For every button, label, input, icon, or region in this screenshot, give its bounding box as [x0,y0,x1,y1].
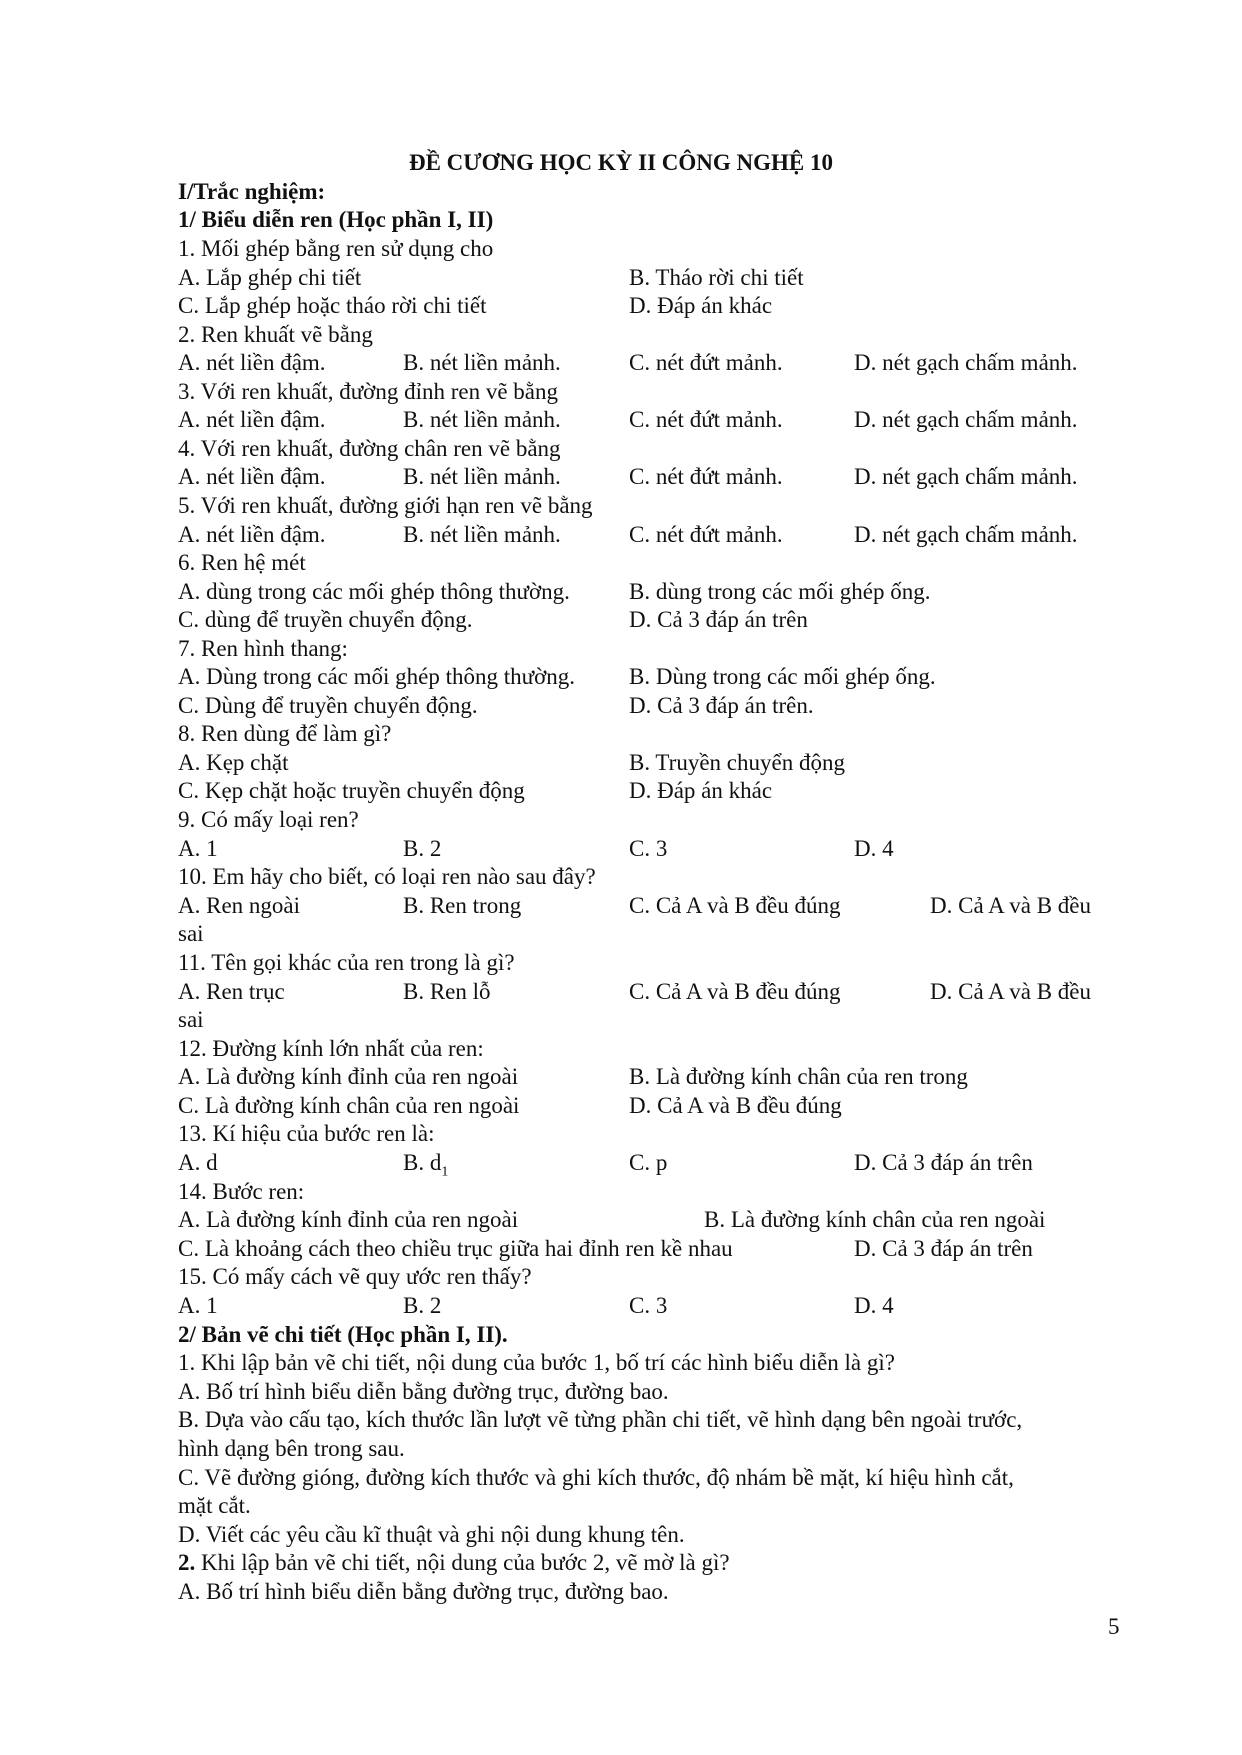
option-c: C. p [629,1150,668,1175]
question-text: 4. Với ren khuất, đường chân ren vẽ bằng [178,436,561,461]
option-d: D. Viết các yêu cầu kĩ thuật và ghi nội dung khung tên. [178,1522,685,1547]
option-a: A. 1 [178,1293,218,1318]
answer-row [178,405,1098,434]
option-b-continuation: hình dạng bên trong sau. [178,1436,405,1461]
option-b: B. dùng trong các mối ghép ống. [629,579,931,604]
option-a: A. dùng trong các mối ghép thông thường. [178,579,570,604]
option-d: D. Cả 3 đáp án trên [629,607,808,632]
option-c-continuation: mặt cắt. [178,1493,251,1518]
option-b: B. Dựa vào cấu tạo, kích thước lần lượt vẽ từng phần chi tiết, vẽ hình dạng bên ngoài trước, [178,1407,1023,1432]
option-d: D. nét gạch chấm mảnh. [854,407,1078,432]
option-b-text: B. d [403,1150,442,1175]
answer-row [178,1148,1098,1180]
question-text: 12. Đường kính lớn nhất của ren: [178,1036,484,1061]
option-a: A. Ren trục [178,979,285,1004]
document-title: ĐỀ CƯƠNG HỌC KỲ II CÔNG NGHỆ 10 [408,150,834,175]
section-heading: 2/ Bản vẽ chi tiết (Học phần I, II). [178,1322,508,1347]
option-c: C. Cả A và B đều đúng [629,979,841,1004]
answer-row [178,1062,1098,1091]
option-b: B. Tháo rời chi tiết [629,265,804,290]
option-c: C. 3 [629,836,668,861]
option-b-subscript: 1 [441,1164,449,1180]
option-d-continuation: sai [178,921,204,946]
question-text: 11. Tên gọi khác của ren trong là gì? [178,950,515,975]
option-a: A. Lắp ghép chi tiết [178,265,362,290]
question-text: 1. Khi lập bản vẽ chi tiết, nội dung của bước 1, bố trí các hình biểu diễn là gì? [178,1350,895,1375]
option-a: A. Bố trí hình biểu diễn bằng đường trục, đường bao. [178,1379,669,1404]
page-number: 5 [1108,1614,1120,1639]
answer-row [178,577,1098,606]
question-text: 5. Với ren khuất, đường giới hạn ren vẽ bằng [178,493,593,518]
question-text [178,1548,730,1577]
option-d: D. Cả A và B đều đúng [629,1093,842,1118]
option-a: A. Là đường kính đỉnh của ren ngoài [178,1064,519,1089]
question-body: Khi lập bản vẽ chi tiết, nội dung của bước 2, vẽ mờ là gì? [195,1550,730,1575]
answer-row [178,977,1118,1006]
option-c: C. nét đứt mảnh. [629,407,783,432]
option-a: A. 1 [178,836,218,861]
option-c: C. Dùng để truyền chuyển động. [178,693,478,718]
option-c: C. 3 [629,1293,668,1318]
question-text: 3. Với ren khuất, đường đỉnh ren vẽ bằng [178,379,559,404]
option-b: B. Là đường kính chân của ren ngoài [704,1207,1046,1232]
answer-row [178,1291,1098,1320]
answer-row [178,462,1098,491]
answer-row [178,1091,1098,1120]
option-d: D. Cả 3 đáp án trên [854,1236,1033,1261]
option-c: C. Cả A và B đều đúng [629,893,841,918]
option-b: B. Ren lỗ [403,979,491,1004]
answer-row [178,691,1098,720]
option-c: C. Kẹp chặt hoặc truyền chuyển động [178,778,525,803]
option-d: D. nét gạch chấm mảnh. [854,350,1078,375]
answer-row [178,520,1098,549]
question-text: 14. Bước ren: [178,1179,305,1204]
option-a: A. Kẹp chặt [178,750,289,775]
option-d: D. Đáp án khác [629,293,773,318]
answer-row [178,1205,1098,1234]
question-text: 13. Kí hiệu của bước ren là: [178,1121,435,1146]
question-text: 9. Có mấy loại ren? [178,807,359,832]
option-c: C. nét đứt mảnh. [629,350,783,375]
option-a: A. Bố trí hình biểu diễn bằng đường trục, đường bao. [178,1579,669,1604]
option-b: B. nét liền mảnh. [403,522,561,547]
option-b [403,1148,448,1187]
option-b: B. 2 [403,1293,442,1318]
answer-row [178,291,1078,320]
option-b: B. 2 [403,836,442,861]
option-d: D. Cả A và B đều [930,893,1091,918]
option-b: B. Truyền chuyển động [629,750,845,775]
answer-row [178,748,1098,777]
question-text: 7. Ren hình thang: [178,636,348,661]
option-c: C. dùng để truyền chuyển động. [178,607,473,632]
option-d: D. nét gạch chấm mảnh. [854,464,1078,489]
option-a: A. Ren ngoài [178,893,301,918]
option-c: C. Là đường kính chân của ren ngoài [178,1093,520,1118]
option-a: A. nét liền đậm. [178,407,326,432]
option-d: D. Cả 3 đáp án trên. [629,693,814,718]
option-c: C. nét đứt mảnh. [629,522,783,547]
question-text: 8. Ren dùng để làm gì? [178,721,392,746]
question-text: 10. Em hãy cho biết, có loại ren nào sau đây? [178,864,596,889]
question-text: 1. Mối ghép bằng ren sử dụng cho [178,236,494,261]
option-a: A. Dùng trong các mối ghép thông thường. [178,664,576,689]
option-c: C. Là khoảng cách theo chiều trục giữa hai đỉnh ren kề nhau [178,1236,733,1261]
option-a: A. d [178,1150,218,1175]
option-c: C. Lắp ghép hoặc tháo rời chi tiết [178,293,487,318]
option-a: A. Là đường kính đỉnh của ren ngoài [178,1207,519,1232]
answer-row [178,348,1098,377]
option-d: D. Cả 3 đáp án trên [854,1150,1033,1175]
option-d: D. 4 [854,836,894,861]
option-b: B. nét liền mảnh. [403,350,561,375]
question-text: 6. Ren hệ mét [178,550,306,575]
answer-row [178,662,1098,691]
answer-row [178,263,1078,292]
option-a: A. nét liền đậm. [178,522,326,547]
option-b: B. Là đường kính chân của ren trong [629,1064,968,1089]
option-d: D. Đáp án khác [629,778,773,803]
answer-row [178,776,1098,805]
option-b: B. nét liền mảnh. [403,407,561,432]
option-b: B. Dùng trong các mối ghép ống. [629,664,936,689]
answer-row [178,605,1098,634]
part-heading: I/Trắc nghiệm: [178,179,326,204]
option-d: D. nét gạch chấm mảnh. [854,522,1078,547]
section-heading: 1/ Biểu diễn ren (Học phần I, II) [178,207,494,232]
answer-row [178,891,1118,920]
answer-row [178,1234,1098,1263]
option-a: A. nét liền đậm. [178,464,326,489]
option-d: D. 4 [854,1293,894,1318]
option-b: B. nét liền mảnh. [403,464,561,489]
option-c: C. nét đứt mảnh. [629,464,783,489]
option-c: C. Vẽ đường gióng, đường kích thước và ghi kích thước, độ nhám bề mặt, kí hiệu hình cắt, [178,1465,1014,1490]
option-d-continuation: sai [178,1007,204,1032]
option-d: D. Cả A và B đều [930,979,1091,1004]
question-number: 2. [178,1550,196,1575]
question-text: 2. Ren khuất vẽ bằng [178,322,373,347]
option-b: B. Ren trong [403,893,522,918]
answer-row [178,834,1098,863]
question-text: 15. Có mấy cách vẽ quy ước ren thấy? [178,1264,532,1289]
option-a: A. nét liền đậm. [178,350,326,375]
